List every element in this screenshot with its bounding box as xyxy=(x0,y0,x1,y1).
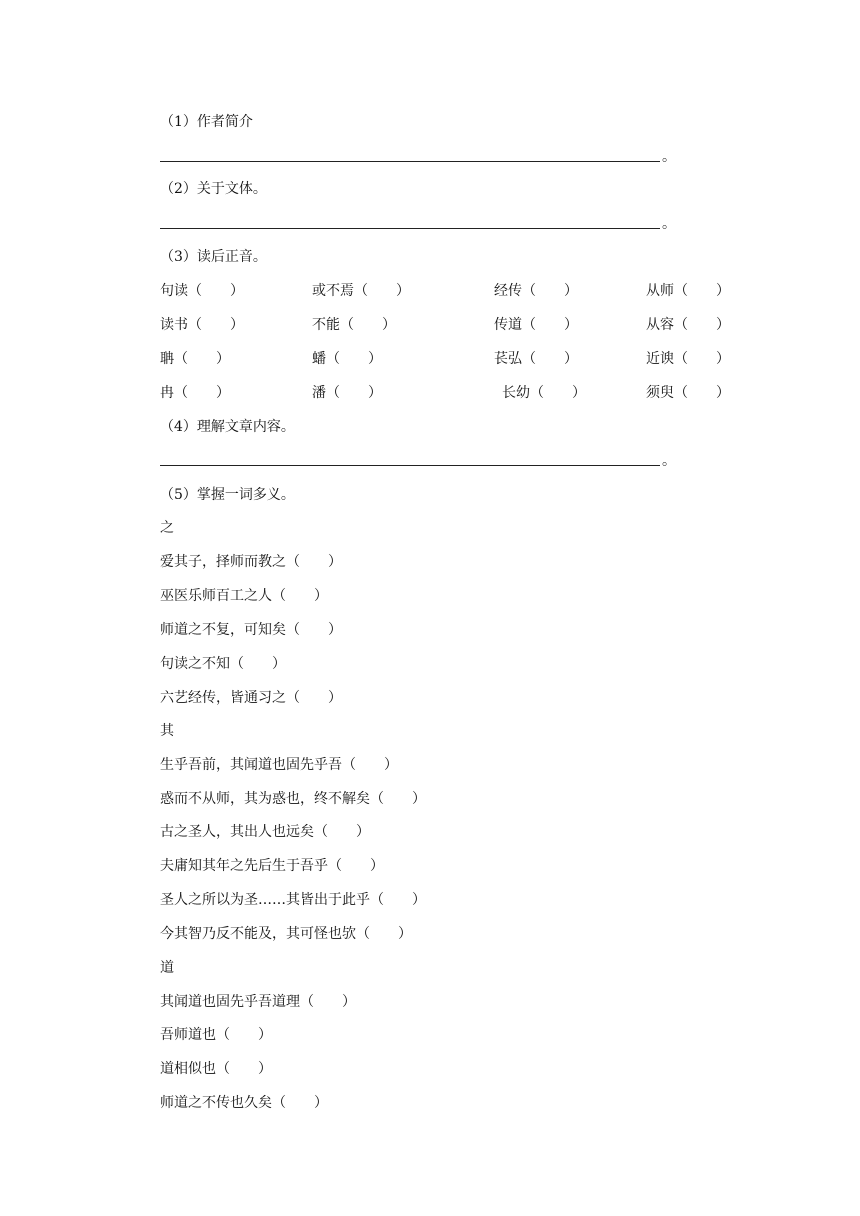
pronunciation-row-1 xyxy=(160,282,760,300)
pronunciation-item: 读书（ ） xyxy=(160,317,244,333)
polysemy-item: 吾师道也（ ） xyxy=(160,1027,272,1043)
polysemy-item: 夫庸知其年之先后生于吾乎（ ） xyxy=(160,858,384,874)
polysemy-item: 师道之不传也久矣（ ） xyxy=(160,1095,328,1111)
section-3-title: （3）读后正音。 xyxy=(160,249,267,265)
pronunciation-row-3 xyxy=(160,350,760,368)
pronunciation-row-2 xyxy=(160,316,760,334)
pronunciation-row-4 xyxy=(160,384,760,402)
answer-blank-2[interactable] xyxy=(160,228,660,229)
polysemy-item: 惑而不从师，其为惑也，终不解矣（ ） xyxy=(160,791,426,807)
pronunciation-item: 经传（ ） xyxy=(494,283,578,299)
answer-blank-4[interactable] xyxy=(160,465,660,466)
polysemy-item: 巫医乐师百工之人（ ） xyxy=(160,588,328,604)
pronunciation-item: 冉（ ） xyxy=(160,385,230,401)
pronunciation-item: 潘（ ） xyxy=(312,385,382,401)
polysemy-item: 六艺经传，皆通习之（ ） xyxy=(160,690,342,706)
polysemy-item: 句读之不知（ ） xyxy=(160,656,286,672)
polysemy-item: 道相似也（ ） xyxy=(160,1061,272,1077)
pronunciation-item: 须臾（ ） xyxy=(646,385,730,401)
polysemy-word-qi: 其 xyxy=(160,723,174,739)
polysemy-word-zhi: 之 xyxy=(160,520,174,536)
pronunciation-item: 长幼（ ） xyxy=(502,385,586,401)
pronunciation-item: 或不焉（ ） xyxy=(312,283,410,299)
section-2-title: （2）关于文体。 xyxy=(160,181,267,197)
pronunciation-item: 传道（ ） xyxy=(494,317,578,333)
polysemy-item: 其闻道也固先乎吾道理（ ） xyxy=(160,994,356,1010)
pronunciation-item: 从师（ ） xyxy=(646,283,730,299)
section-1-title: （1）作者简介 xyxy=(160,114,253,130)
section-4-title: （4）理解文章内容。 xyxy=(160,419,295,435)
pronunciation-item: 近谀（ ） xyxy=(646,351,730,367)
pronunciation-item: 从容（ ） xyxy=(646,317,730,333)
blank-2-period: 。 xyxy=(662,216,676,232)
pronunciation-item: 苌弘（ ） xyxy=(494,351,578,367)
answer-blank-1[interactable] xyxy=(160,161,660,162)
blank-4-period: 。 xyxy=(662,453,676,469)
polysemy-word-dao: 道 xyxy=(160,960,174,976)
polysemy-item: 圣人之所以为圣……其皆出于此乎（ ） xyxy=(160,892,426,908)
pronunciation-item: 不能（ ） xyxy=(312,317,396,333)
pronunciation-item: 蟠（ ） xyxy=(312,351,382,367)
section-5-title: （5）掌握一词多义。 xyxy=(160,487,295,503)
polysemy-item: 师道之不复，可知矣（ ） xyxy=(160,622,342,638)
polysemy-item: 爱其子，择师而教之（ ） xyxy=(160,554,342,570)
polysemy-item: 生乎吾前，其闻道也固先乎吾（ ） xyxy=(160,757,398,773)
blank-1-period: 。 xyxy=(662,149,676,165)
pronunciation-item: 聃（ ） xyxy=(160,351,230,367)
polysemy-item: 古之圣人，其出人也远矣（ ） xyxy=(160,824,370,840)
pronunciation-item: 句读（ ） xyxy=(160,283,244,299)
polysemy-item: 今其智乃反不能及，其可怪也欤（ ） xyxy=(160,926,412,942)
